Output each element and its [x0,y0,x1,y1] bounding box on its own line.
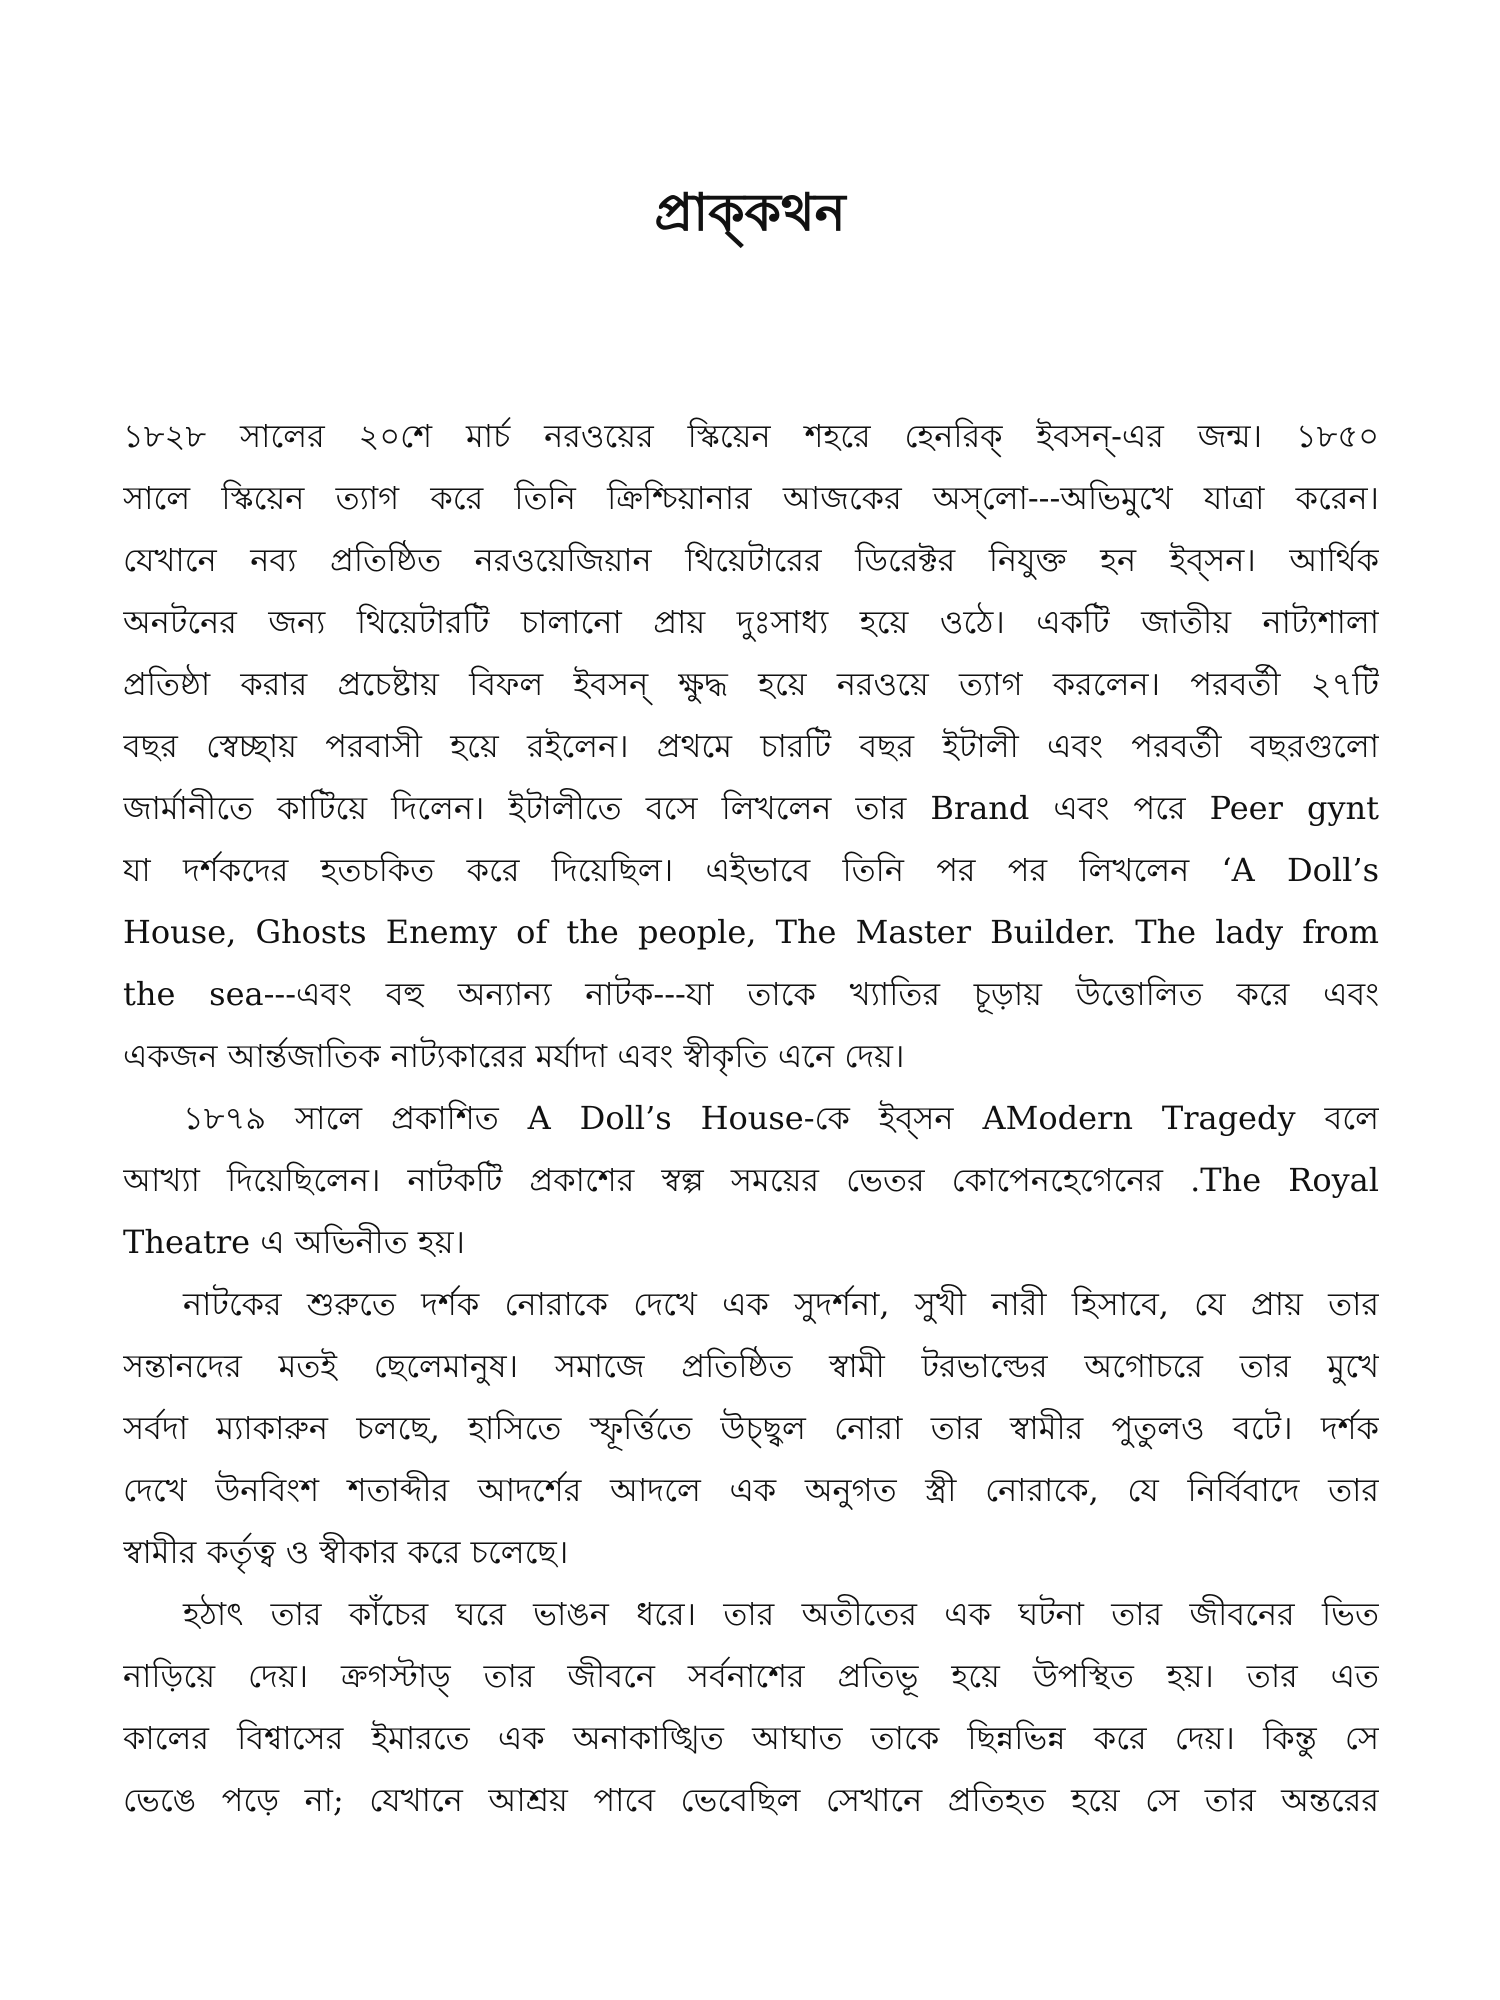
text-line: ভেঙে পড়ে না; যেখানে আশ্রয় পাবে ভেবেছিল সেখানে প্রতিহত হয়ে সে তার অন্তরের [123,1781,1379,1819]
paragraph-1 [123,405,1379,1087]
text-line: কালের বিশ্বাসের ইমারতে এক অনাকাঙ্খিত আঘাত তাকে ছিন্নভিন্ন করে দেয়। কিন্তু সে [123,1719,1379,1757]
text-line: সালে স্কিয়েন ত্যাগ করে তিনি ক্রিশ্চিয়ানার আজকের অস্‌লো---অভিমুখে যাত্রা করেন। [123,479,1379,517]
text-line: ১৮২৮ সালের ২০শে মার্চ নরওয়ের স্কিয়েন শহরে হেনরিক্‌ ইবসন্‌-এর জন্ম। ১৮৫০ [123,417,1379,455]
text-line: হঠাৎ তার কাঁচের ঘরে ভাঙন ধরে। তার অতীতের এক ঘটনা তার জীবনের ভিত [183,1595,1379,1633]
text-line: স্বামীর কর্তৃত্ব ও স্বীকার করে চলেছে। [123,1533,569,1571]
paragraph-2 [123,1087,1379,1273]
body-text [123,405,1379,1831]
text-line: ১৮৭৯ সালে প্রকাশিত A Doll’s House-কে ইব্‌সন AModern Tragedy বলে [183,1099,1379,1137]
text-line: বছর স্বেচ্ছায় পরবাসী হয়ে রইলেন। প্রথমে চারটি বছর ইটালী এবং পরবর্তী বছরগুলো [123,727,1379,765]
text-line: নাটকের শুরুতে দর্শক নোরাকে দেখে এক সুদর্শনা, সুখী নারী হিসাবে, যে প্রায় তার [183,1285,1379,1323]
text-line: প্রতিষ্ঠা করার প্রচেষ্টায় বিফল ইবসন্‌ ক্ষুদ্ধ হয়ে নরওয়ে ত্যাগ করলেন। পরবর্তী ২৭টি [123,665,1379,703]
text-line: আখ্যা দিয়েছিলেন। নাটকটি প্রকাশের স্বল্প সময়ের ভেতর কোপেনহেগেনের .The Royal [123,1161,1379,1199]
text-line: the sea---এবং বহু অন্যান্য নাটক---যা তাকে খ্যাতির চূড়ায় উত্তোলিত করে এবং [123,975,1379,1013]
text-line: একজন আর্ন্তজাতিক নাট্যকারের মর্যাদা এবং স্বীকৃতি এনে দেয়। [123,1037,905,1075]
text-line: সন্তানদের মতই ছেলেমানুষ। সমাজে প্রতিষ্ঠিত স্বামী টরভাল্ডের অগোচরে তার মুখে [123,1347,1379,1385]
text-line: অনটনের জন্য থিয়েটারটি চালানো প্রায় দুঃসাধ্য হয়ে ওঠে। একটি জাতীয় নাট্যশালা [123,603,1379,641]
paragraph-4 [123,1583,1379,1831]
page-title: প্রাক্‌কথন [654,182,846,243]
text-line: যেখানে নব্য প্রতিষ্ঠিত নরওয়েজিয়ান থিয়েটারের ডিরেক্টর নিযুক্ত হন ইব্‌সন। আর্থিক [123,541,1379,579]
text-line: যা দর্শকদের হতচকিত করে দিয়েছিল। এইভাবে তিনি পর পর লিখলেন ‘A Doll’s [123,851,1379,889]
text-line: Theatre এ অভিনীত হয়। [123,1223,466,1261]
text-line: জার্মানীতে কাটিয়ে দিলেন। ইটালীতে বসে লিখলেন তার Brand এবং পরে Peer gynt [123,789,1379,827]
text-line: দেখে উনবিংশ শতাব্দীর আদর্শের আদলে এক অনুগত স্ত্রী নোরাকে, যে নির্বিবাদে তার [123,1471,1379,1509]
paragraph-3 [123,1273,1379,1583]
text-line: House, Ghosts Enemy of the people, The Master Builder. The lady from [123,913,1379,951]
text-line: সর্বদা ম্যাকারুন চলছে, হাসিতে স্ফূর্ত্তিতে উচ্ছ্বল নোরা তার স্বামীর পুতুলও বটে। দর্শক [123,1409,1379,1447]
text-line: নাড়িয়ে দেয়। ক্রগস্টাড্‌ তার জীবনে সর্বনাশের প্রতিভূ হয়ে উপস্থিত হয়। তার এত [123,1657,1379,1695]
